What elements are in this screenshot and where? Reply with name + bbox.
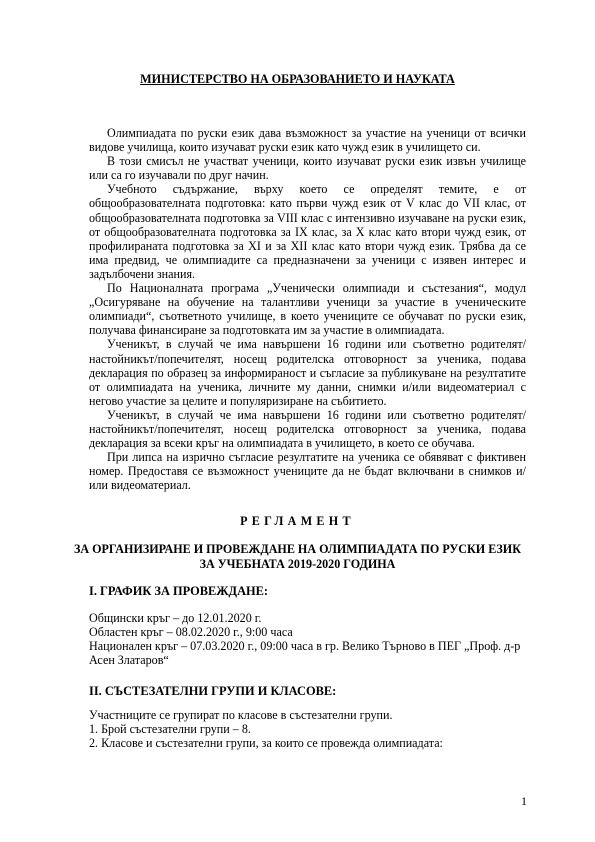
section-1-heading: I. ГРАФИК ЗА ПРОВЕЖДАНЕ: [89, 584, 269, 598]
intro-paragraph-7: При липса на изрично съгласие резултатите на ученика се обявяват с фиктивен номер. Предоставя се възможност учениците да не бъдат включвани в снимков и/или видеоматериал. [89, 450, 526, 493]
schedule-line: Общински кръг – до 12.01.2020 г. [89, 611, 262, 625]
page-number: 1 [521, 794, 527, 808]
intro-paragraph-2: В този смисъл не участват ученици, които изучават руски език извън училище или са го изучавали по друг начин. [89, 154, 526, 183]
intro-paragraph-1: Олимпиадата по руски език дава възможност за участие на ученици от всички видове училища, които изучават руски език като чужд език в училището си. [89, 126, 526, 155]
schedule-line: Областен кръг – 08.02.2020 г., 9:00 часа [89, 625, 293, 640]
groups-list [89, 708, 529, 750]
groups-line: 1. Брой състезателни групи – 8. [89, 722, 251, 737]
intro-paragraph-6: Ученикът, в случай че има навършени 16 години или съответно родителят/настойникът/попечителят, носещ родителска отговорност за ученика, подава декларация за всеки кръг на олимпиадата в училището, в което се обучава. [89, 407, 526, 451]
regulation-subtitle-line-2: ЗА УЧЕБНАТА 2019-2020 ГОДИНА [199, 556, 396, 571]
schedule-line: Национален кръг – 07.03.2020 г., 09:00 часа в гр. Велико Търново в ПЕГ „Проф. д-р [89, 639, 521, 654]
regulation-title: РЕГЛАМЕНТ [240, 514, 355, 528]
intro-paragraph-3: Учебното съдържание, върху което се определят темите, е от общообразователната подготовка: като първи чужд език от V клас до VII клас, от общообразователната подготовка за VIII клас с интензивно изучаване на руски език, от общообразователната подготовка за IX клас, за X клас като втори чужд език, от профилираната подготовка за XI и за XII клас като втори чужд език. Трябва да се има предвид, че олимпиадите са предназначени за ученици с изявен интерес и задълбочени знания. [89, 182, 526, 281]
groups-line: 2. Класове и състезателни групи, за които се провежда олимпиадата: [89, 736, 443, 751]
intro-paragraph-4: По Националната програма „Ученически олимпиади и състезания“, модул „Осигуряване на обучение на талантливи ученици за участие в ученическите олимпиади“, съответното училище, в което учениците се обучават по руски език, получава финансиране за подготовката им за участие в олимпиадата. [89, 281, 526, 338]
schedule-line: Асен Златаров“ [89, 653, 169, 668]
ministry-header: МИНИСТЕРСТВО НА ОБРАЗОВАНИЕТО И НАУКАТА [140, 72, 455, 86]
schedule-list [89, 611, 529, 667]
intro-text [89, 126, 526, 492]
groups-line: Участниците се групират по класове в състезателни групи. [89, 708, 393, 722]
intro-paragraph-5: Ученикът, в случай че има навършени 16 години или съответно родителят/настойникът/попечителят, носещ родителска отговорност за ученика, подава декларация по образец за информираност и съгласие за публикуване на резултатите от олимпиадата на ученика, личните му данни, снимки и/или видеоматериал с негово участие за целите и популяризиране на събитието. [89, 337, 526, 408]
regulation-subtitle-line-1: ЗА ОРГАНИЗИРАНЕ И ПРОВЕЖДАНЕ НА ОЛИМПИАДАТА ПО РУСКИ ЕЗИК [74, 542, 521, 556]
regulation-subtitle [70, 542, 525, 571]
section-2-heading: II. СЪСТЕЗАТЕЛНИ ГРУПИ И КЛАСОВЕ: [89, 684, 337, 698]
